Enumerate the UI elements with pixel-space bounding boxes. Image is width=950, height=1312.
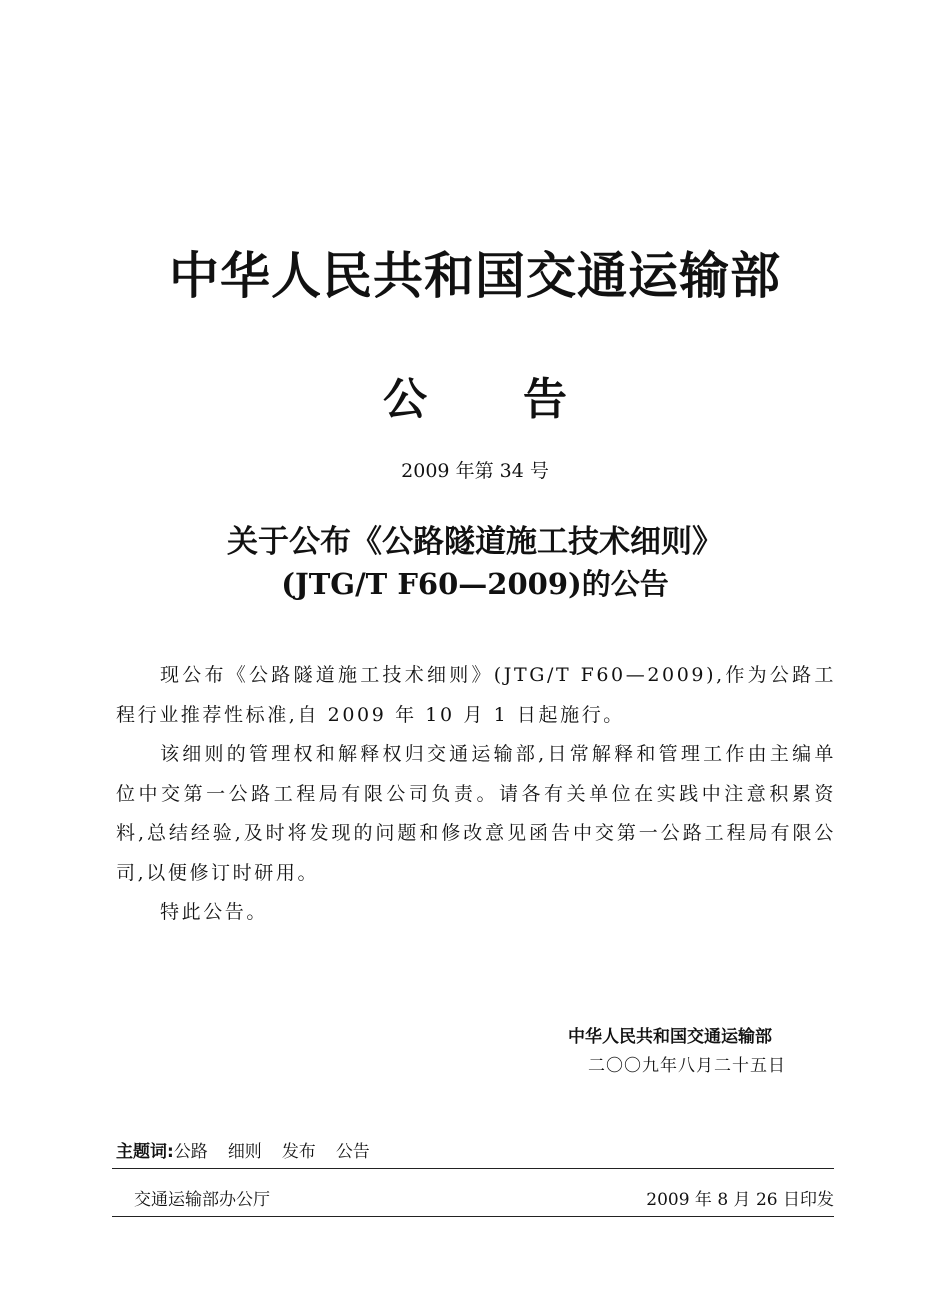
signature-organization: 中华人民共和国交通运输部 xyxy=(568,1027,772,1047)
subject-keywords xyxy=(116,1139,390,1165)
announcement-title-line-2: (JTG/T F60—2009)的公告 xyxy=(281,567,669,601)
subject-keyword: 发布 xyxy=(281,1142,316,1162)
subject-keyword: 公路 xyxy=(173,1142,208,1162)
divider-line-bottom xyxy=(112,1216,834,1217)
body-paragraph-3: 特此公告。 xyxy=(160,901,269,923)
footer-office: 交通运输部办公厅 xyxy=(134,1190,270,1210)
issuer-title: 中华人民共和国交通运输部 xyxy=(169,247,781,305)
document-type xyxy=(0,372,950,428)
subject-keyword: 公告 xyxy=(335,1142,370,1162)
divider-line-top xyxy=(112,1168,834,1169)
announcement-body xyxy=(116,656,836,933)
document-number: 2009 年第 34 号 xyxy=(401,460,549,482)
subject-label: 主题词: xyxy=(116,1142,174,1162)
document-type-char-2: 告 xyxy=(523,374,567,425)
footer-print-date: 2009 年 8 月 26 日印发 xyxy=(646,1190,834,1210)
body-paragraph-1: 现公布《公路隧道施工技术细则》(JTG/T F60—2009),作为公路工程行业推荐性标准,自 2009 年 10 月 1 日起施行。 xyxy=(116,664,836,726)
signature-date: 二〇〇九年八月二十五日 xyxy=(588,1056,786,1076)
announcement-title-line-1: 关于公布《公路隧道施工技术细则》 xyxy=(227,524,723,560)
document-type-char-1: 公 xyxy=(383,374,427,425)
subject-keyword: 细则 xyxy=(227,1142,262,1162)
body-paragraph-2: 该细则的管理权和解释权归交通运输部,日常解释和管理工作由主编单位中交第一公路工程局有限公司负责。请各有关单位在实践中注意积累资料,总结经验,及时将发现的问题和修改意见函告中交第一公路工程局有限公司,以便修订时研用。 xyxy=(116,743,836,884)
